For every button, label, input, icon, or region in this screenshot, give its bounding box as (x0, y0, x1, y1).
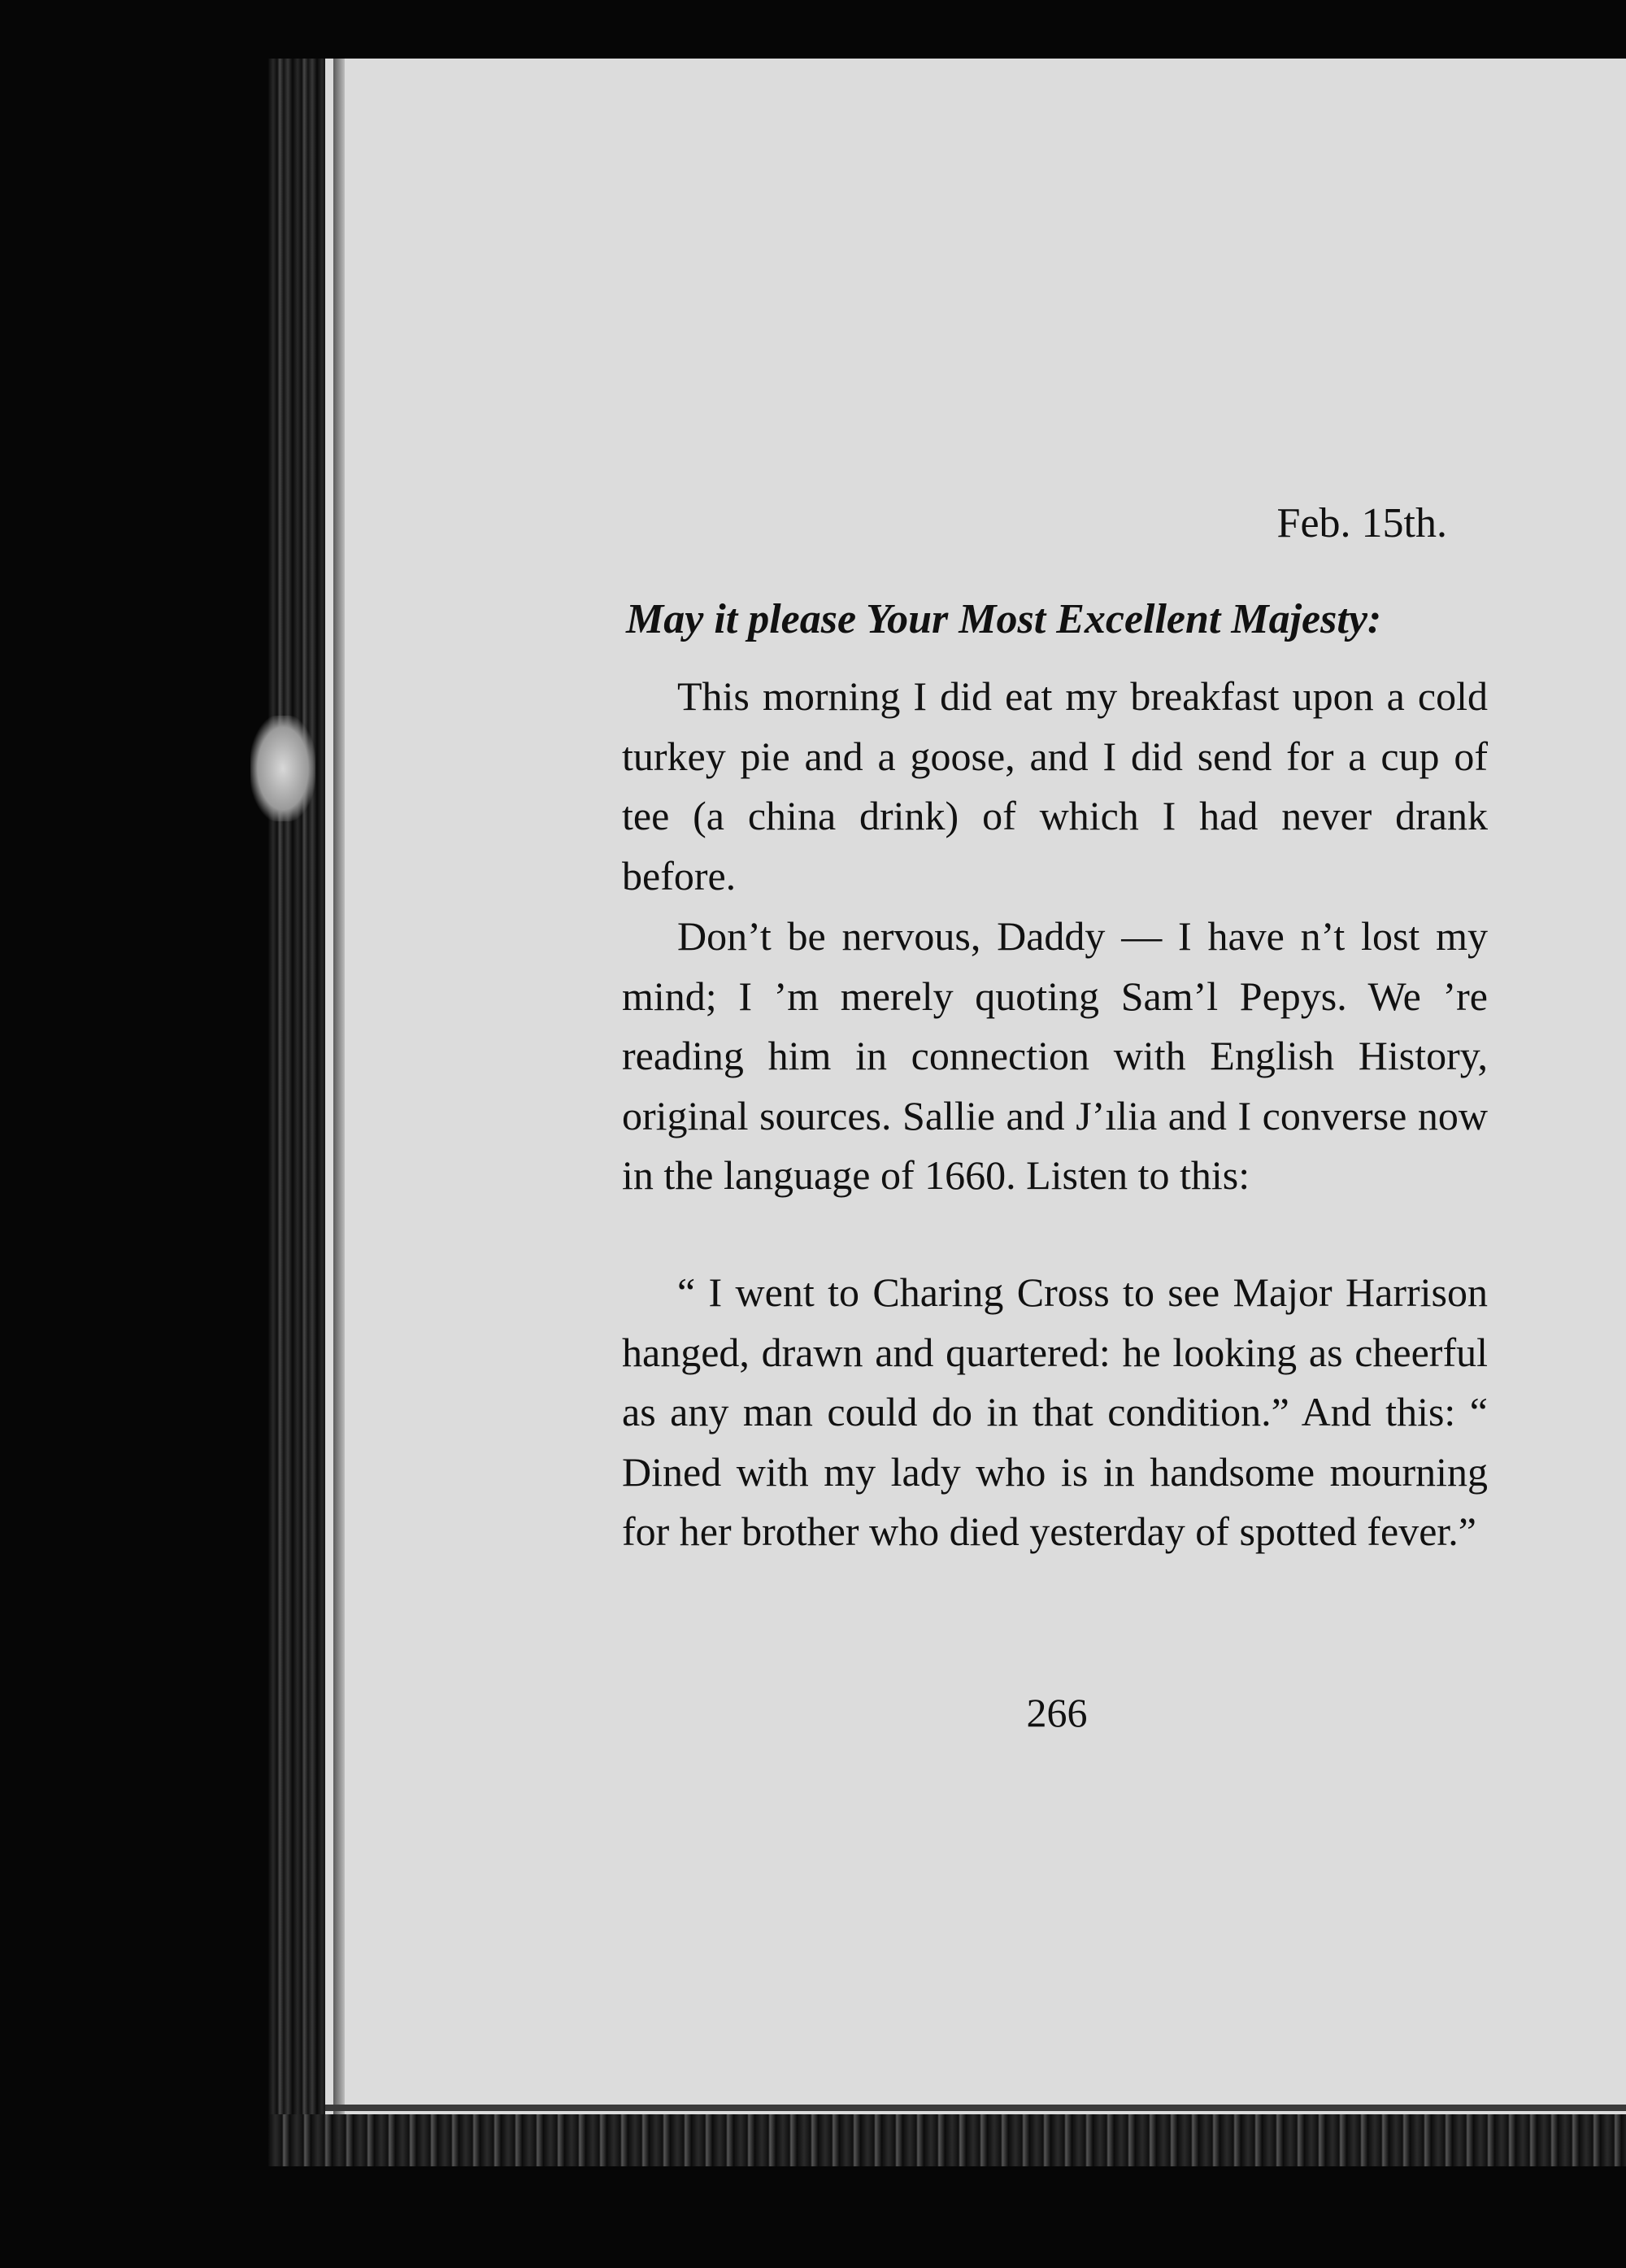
salutation: May it please Your Most Excellent Majesty: (626, 596, 1382, 642)
page-number: 266 (1026, 1690, 1088, 1735)
margin-smudge (250, 716, 315, 821)
page-bottom-edge (268, 2114, 1626, 2166)
page-bottom-rule (325, 2105, 1626, 2111)
paragraph-1: This morning I did eat my breakfast upon a cold turkey pie and a goose, and I did send for a cup of tee (a china drink) of which I had never drank before. (622, 673, 1488, 899)
paragraph-2: Don’t be nervous, Daddy — I have n’t lost my mind; I ’m merely quoting Sam’l Pepys. We ’re reading him in connection with English History, original sources. Sallie and J’ılia and I converse now in the language of 1660. Listen to this: (622, 913, 1488, 1198)
paragraph-3: “ I went to Charing Cross to see Major Harrison hanged, drawn and quartered: he looking as cheerful as any man could do in that condition.” And this: “ Dined with my lady who is in handsome mourning for her brother who died yesterday of spotted fever.” (622, 1269, 1488, 1554)
dateline: Feb. 15th. (1276, 500, 1447, 546)
page-inner-edge (333, 59, 345, 2131)
